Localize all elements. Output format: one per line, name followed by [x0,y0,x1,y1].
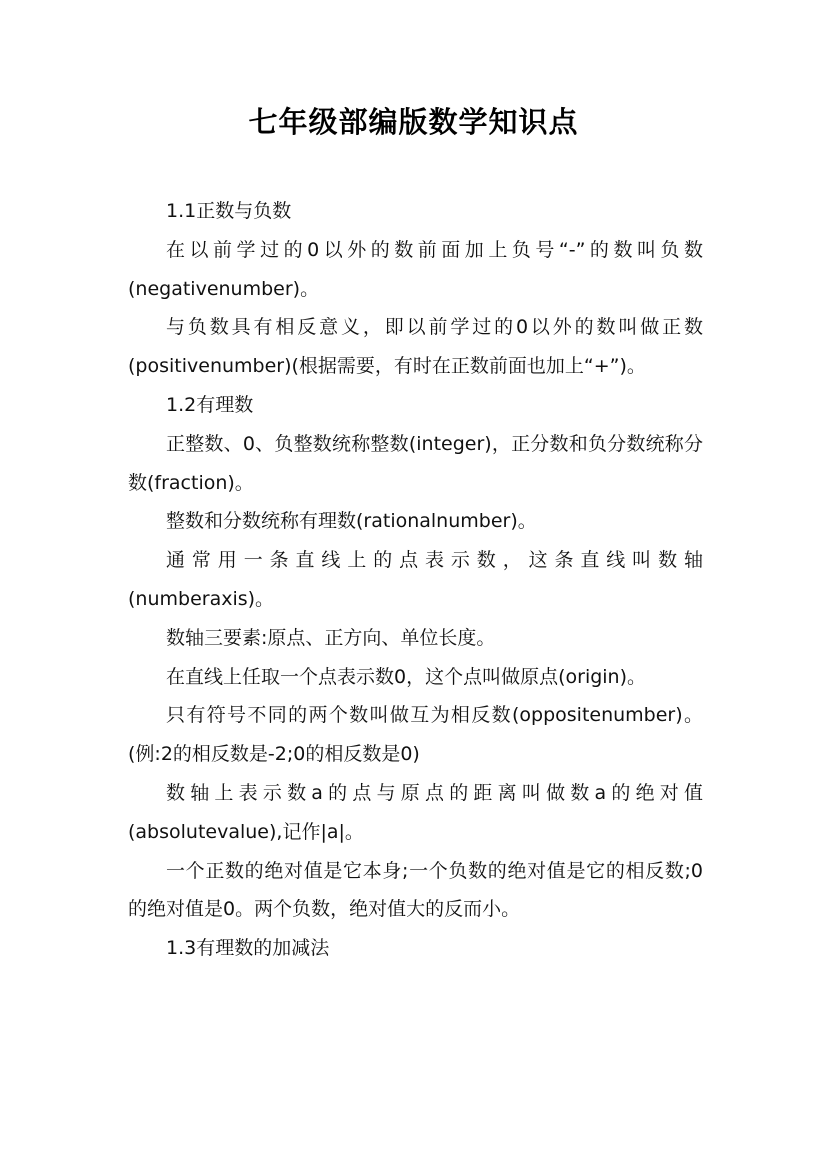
paragraph-rational-number: 整数和分数统称有理数(rationalnumber)。 [166,510,537,533]
paragraph-integer-fraction: 正整数、0、负整数统称整数(integer)，正分数和负分数统称分数(fraction)。 [128,432,703,494]
section-heading-1-3: 1.3有理数的加减法 [166,937,330,960]
section-heading-1-1: 1.1正数与负数 [166,200,292,222]
document-body [128,192,703,968]
paragraph-axis-elements: 数轴三要素:原点、正方向、单位长度。 [166,626,496,649]
section-heading-1-2: 1.2有理数 [166,393,254,416]
paragraph-absolute-value-rules: 一个正数的绝对值是它本身;一个负数的绝对值是它的相反数;0的绝对值是0。两个负数，绝对值大的反而小。 [128,859,703,921]
paragraph-positive-number: 与负数具有相反意义，即以前学过的0以外的数叫做正数(positivenumber)(根据需要，有时在正数前面也加上“+”)。 [128,316,703,378]
paragraph-absolute-value: 数轴上表示数a的点与原点的距离叫做数a的绝对值(absolutevalue),记作|a|。 [128,781,703,843]
paragraph-negative-number: 在以前学过的0以外的数前面加上负号“-”的数叫负数(negativenumber)。 [128,238,703,300]
document-title: 七年级部编版数学知识点 [248,105,579,139]
paragraph-origin: 在直线上任取一个点表示数0，这个点叫做原点(origin)。 [166,665,647,688]
paragraph-opposite-number: 只有符号不同的两个数叫做互为相反数(oppositenumber)。(例:2的相反数是-2;0的相反数是0) [128,704,703,766]
paragraph-number-axis: 通常用一条直线上的点表示数，这条直线叫数轴(numberaxis)。 [128,549,703,610]
